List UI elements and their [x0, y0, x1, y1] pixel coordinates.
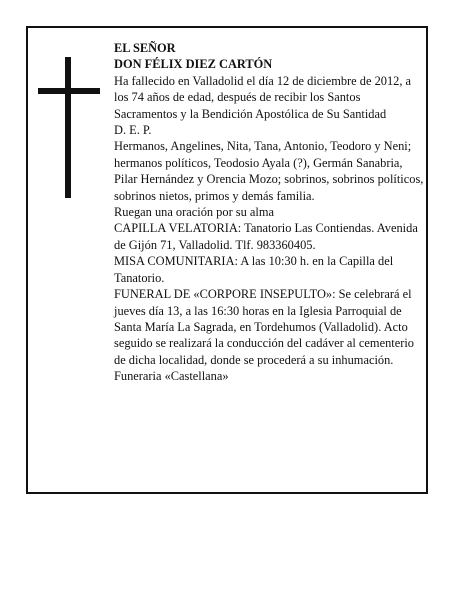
funeral-info: FUNERAL DE «CORPORE INSEPULTO»: Se celebrará el jueves día 13, a las 16:30 horas en la Iglesia Parroquial de Santa María La Sagrada, en Tordehumos (Valladolid). Acto seguido se realizará la conducción del cadáver al cementerio de dicha localidad, donde se procederá a su inhumación.: [114, 287, 414, 367]
cross-horizontal-bar: [38, 88, 100, 94]
deceased-name: DON FÉLIX DIEZ CARTÓN: [114, 57, 273, 72]
obituary-frame: [26, 26, 428, 494]
mass-info: MISA COMUNITARIA: A las 10:30 h. en la Capilla del Tanatorio.: [114, 254, 394, 285]
cross-vertical-bar: [65, 57, 71, 198]
prayer-request: Ruegan una oración por su alma: [114, 205, 274, 220]
family-list: Hermanos, Angelines, Nita, Tana, Antonio, Teodoro y Neni; hermanos políticos, Teodosio Ayala (?), Germán Sanabria, Pilar Hernández y Orencia Mozo; sobrinos, sobrinos políticos, sobrinos nietos, primos y demás familia.: [114, 139, 424, 203]
latin-cross-icon: [38, 57, 100, 198]
dep-line: D. E. P.: [114, 123, 152, 138]
obituary-title: EL SEÑOR: [114, 41, 176, 55]
obituary-text: [114, 40, 426, 385]
death-announcement: Ha fallecido en Valladolid el día 12 de diciembre de 2012, a los 74 años de edad, después de recibir los Santos Sacramentos y la Bendición Apostólica de Su Santidad: [114, 73, 412, 121]
funeral-home: Funeraria «Castellana»: [114, 369, 229, 384]
chapel-info: CAPILLA VELATORIA: Tanatorio Las Contiendas. Avenida de Gijón 71, Valladolid. Tlf. 983360405.: [114, 221, 418, 252]
